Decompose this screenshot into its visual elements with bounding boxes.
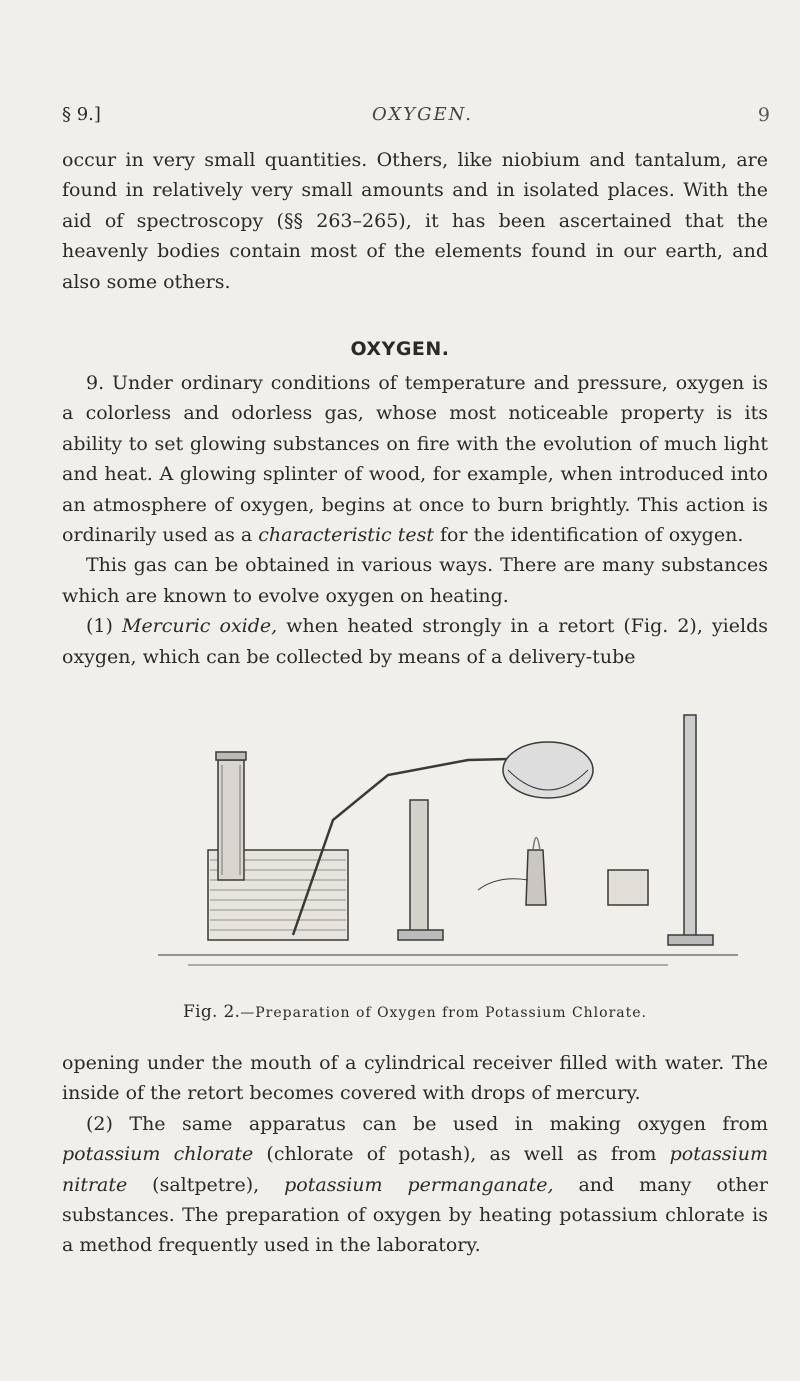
running-head	[62, 104, 770, 134]
retort-stand-rod	[410, 800, 428, 935]
flame	[533, 838, 540, 851]
p2-text-a: (2) The same apparatus can be used in making oxygen from	[86, 1112, 768, 1135]
paragraph-opening: opening under the mouth of a cylindrical receiver filled with water. The inside of the retort becomes covered with drops of mercury.	[62, 1052, 768, 1105]
oxygen-paragraphs	[62, 368, 768, 672]
caption-figure-number: Fig. 2.	[183, 1002, 241, 1022]
p2-emphasis-3: potassium permanganate,	[284, 1173, 554, 1196]
p2-emphasis-1: potassium chlorate	[62, 1143, 254, 1166]
burner	[526, 850, 546, 905]
heating-block	[608, 870, 648, 905]
p2-text-c: (saltpetre),	[127, 1173, 285, 1196]
page-number: 9	[757, 104, 770, 126]
continuation-paragraphs	[62, 1048, 768, 1261]
running-title: OXYGEN.	[372, 104, 473, 125]
section-marker: § 9.]	[62, 104, 101, 125]
p9-text-a: 9. Under ordinary conditions of temperature and pressure, oxygen is a colorless and odorless gas, whose most noticeable property is its ability to set glowing substances on fire with the evolution of much light and heat. A glowing splinter of wood, for example, when introduced into an atmosphere of oxygen, begins at once to burn brightly. This action is ordinarily used as a	[62, 372, 768, 547]
p9-text-b: for the identification of oxygen.	[433, 524, 744, 547]
section-heading: OXYGEN.	[350, 338, 450, 360]
p1-text-b: when heated strongly in a retort (Fig. 2), yields oxygen, which can be collected by means of a delivery-tube	[62, 615, 768, 668]
paragraph-mercuric-oxide	[62, 611, 768, 672]
figure-caption	[62, 1002, 768, 1022]
p2-text-b: (chlorate of potash), as well as from	[253, 1143, 670, 1166]
p1-emphasis: Mercuric oxide,	[121, 615, 278, 638]
intro-paragraph: occur in very small quantities. Others, like niobium and tantalum, are found in relatively very small amounts and in isolated places. With the aid of spectroscopy (§§ 263–265), it has been ascertained that the heavenly bodies contain most of the elements found in our earth, and also some others.	[62, 149, 768, 293]
p1-text-a: (1)	[86, 615, 122, 638]
caption-text: —Preparation of Oxygen from Potassium Chlorate.	[240, 1005, 647, 1021]
apparatus-illustration	[148, 700, 748, 995]
p2-emphasis-2: potassium nitrate	[62, 1143, 769, 1196]
paragraph-9	[62, 368, 768, 550]
intro-paragraph-block	[62, 145, 768, 297]
paragraph-ways: This gas can be obtained in various ways. There are many substances which are known to evolve oxygen on heating.	[62, 554, 768, 607]
p2-text-d: and many other substances. The preparation of oxygen by heating potassium chlorate is a method frequently used in the laboratory.	[62, 1173, 768, 1257]
p9-emphasis: characteristic test	[258, 524, 434, 547]
burner-stand-rod	[684, 715, 696, 940]
paragraph-potassium	[62, 1109, 768, 1261]
